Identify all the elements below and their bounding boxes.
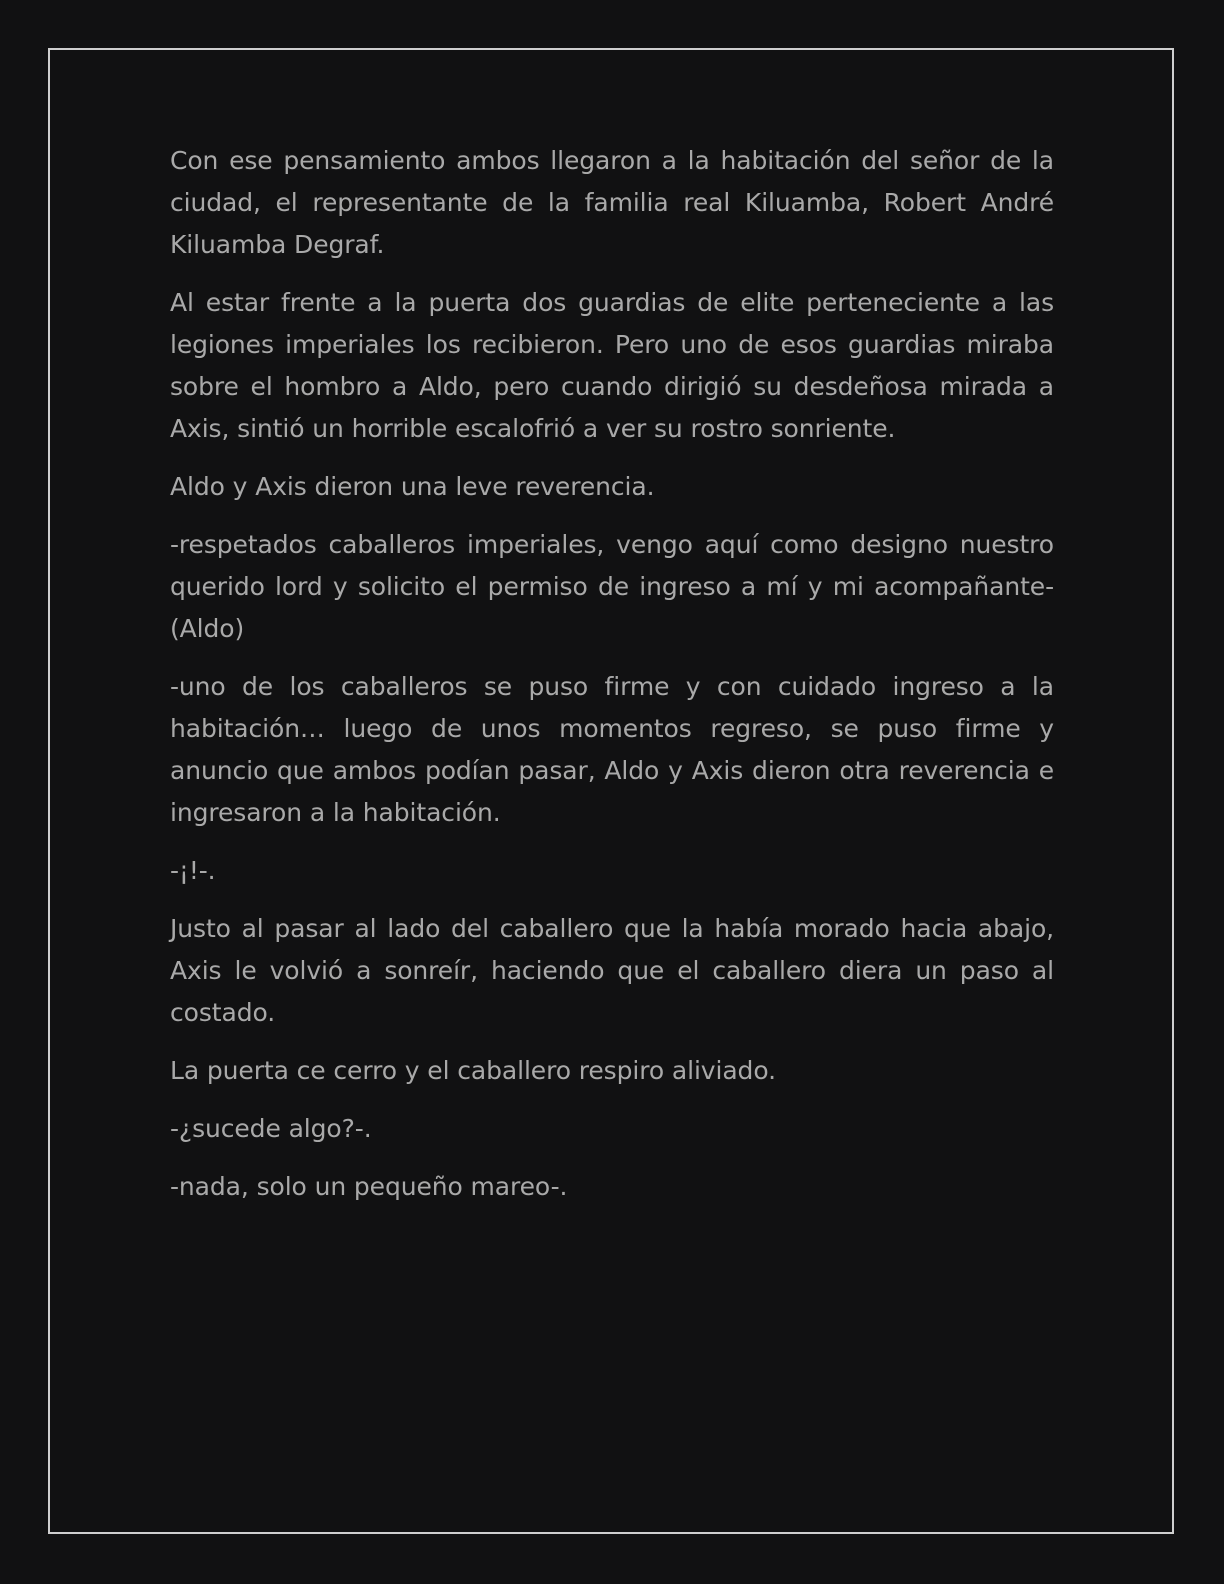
story-text	[170, 140, 1054, 1224]
paragraph: -¿sucede algo?-.	[170, 1114, 372, 1143]
paragraph: Justo al pasar al lado del caballero que la había morado hacia abajo, Axis le volvió a sonreír, haciendo que el caballero diera un paso al costado.	[170, 914, 1054, 1027]
paragraph: Al estar frente a la puerta dos guardias de elite perteneciente a las legiones imperiales los recibieron. Pero uno de esos guardias miraba sobre el hombro a Aldo, pero cuando dirigió su desdeñosa mirada a Axis, sintió un horrible escalofrió a ver su rostro sonriente.	[170, 288, 1054, 443]
paragraph: Aldo y Axis dieron una leve reverencia.	[170, 472, 655, 501]
paragraph: La puerta ce cerro y el caballero respiro aliviado.	[170, 1056, 776, 1085]
paragraph: -respetados caballeros imperiales, vengo aquí como designo nuestro querido lord y solicito el permiso de ingreso a mí y mi acompañante-(Aldo)	[170, 530, 1054, 643]
paragraph: -nada, solo un pequeño mareo-.	[170, 1172, 568, 1201]
paragraph: -uno de los caballeros se puso firme y con cuidado ingreso a la habitación… luego de unos momentos regreso, se puso firme y anuncio que ambos podían pasar, Aldo y Axis dieron otra reverencia e ingresaron a la habitación.	[170, 672, 1054, 827]
paragraph: -¡!-.	[170, 856, 216, 885]
paragraph: Con ese pensamiento ambos llegaron a la habitación del señor de la ciudad, el representante de la familia real Kiluamba, Robert André Kiluamba Degraf.	[170, 146, 1054, 259]
